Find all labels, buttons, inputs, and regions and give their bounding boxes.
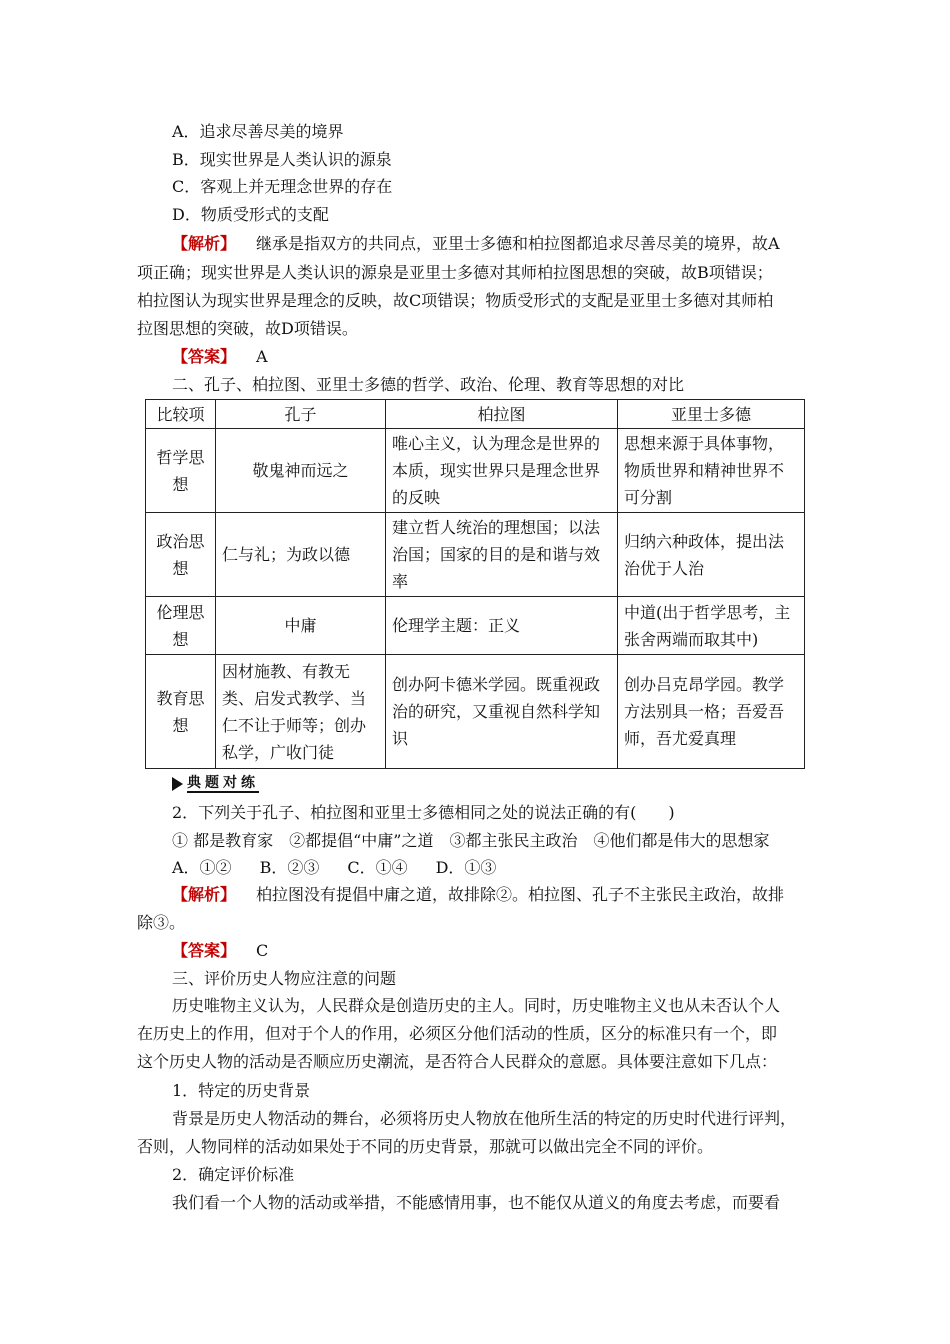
table-header-cell: 孔子 (216, 400, 386, 429)
option-d: D．①③ (435, 858, 497, 877)
table-row (146, 429, 805, 513)
option-b: B．现实世界是人类认识的源泉 (172, 150, 392, 169)
subheading-1: 1．特定的历史背景 (172, 1081, 311, 1100)
comparison-table (145, 399, 805, 769)
table-cell-item: 哲学思想 (146, 429, 216, 513)
analysis-1-line-3: 柏拉图认为现实世界是理念的反映，故C项错误；物质受形式的支配是亚里士多德对其师柏 (137, 291, 774, 310)
table-cell: 伦理学主题：正义 (386, 597, 618, 655)
option-a: A．追求尽善尽美的境界 (172, 122, 344, 141)
subheading-2: 2．确定评价标准 (172, 1165, 295, 1184)
analysis-text: 柏拉图没有提倡中庸之道，故排除②。柏拉图、孔子不主张民主政治，故排 (256, 885, 785, 904)
option-c: C．①④ (347, 858, 408, 877)
analysis-1-line-2: 项正确；现实世界是人类认识的源泉是亚里士多德对其师柏拉图思想的突破，故B项错误； (137, 263, 773, 282)
table-cell: 中庸 (216, 597, 386, 655)
paragraph-2-line-1: 背景是历史人物活动的舞台，必须将历史人物放在他所生活的特定的历史时代进行评判， (172, 1109, 797, 1128)
analysis-2-line-1 (172, 884, 784, 906)
option-a: A．①② (172, 858, 232, 877)
analysis-text: 继承是指双方的共同点，亚里士多德和柏拉图都追求尽善尽美的境界，故A (256, 234, 780, 253)
answer-tag: 【答案】 (172, 347, 237, 366)
section-2-title: 二、孔子、柏拉图、亚里士多德的哲学、政治、伦理、教育等思想的对比 (172, 375, 685, 394)
answer-value: A (256, 347, 268, 366)
table-cell: 创办吕克昂学园。教学方法别具一格；吾爱吾师，吾尤爱真理 (618, 655, 805, 769)
paragraph-1-line-2: 在历史上的作用，但对于个人的作用，必须区分他们活动的性质，区分的标准只有一个，即 (137, 1024, 778, 1043)
table-cell: 建立哲人统治的理想国；以法治国；国家的目的是和谐与效率 (386, 513, 618, 597)
answer-1 (172, 346, 268, 368)
paragraph-3-line-1: 我们看一个人物的活动或举措，不能感情用事，也不能仅从道义的角度去考虑，而要看 (172, 1193, 781, 1212)
table-cell-item: 伦理思想 (146, 597, 216, 655)
answer-2 (172, 940, 268, 962)
analysis-2-line-2: 除③。 (137, 913, 186, 932)
section-3-title: 三、评价历史人物应注意的问题 (172, 969, 397, 988)
table-cell-item: 政治思想 (146, 513, 216, 597)
table-header-cell: 比较项 (146, 400, 216, 429)
paragraph-1-line-1: 历史唯物主义认为，人民群众是创造历史的主人。同时，历史唯物主义也从未否认个人 (172, 996, 781, 1015)
question-2-statements: ① 都是教育家 ②都提倡“中庸”之道 ③都主张民主政治 ④他们都是伟大的思想家 (172, 831, 770, 850)
question-2-options (172, 857, 496, 879)
table-cell: 仁与礼；为政以德 (216, 513, 386, 597)
answer-tag: 【答案】 (172, 941, 237, 960)
analysis-1-line-1 (172, 233, 780, 255)
question-2-stem: 2．下列关于孔子、柏拉图和亚里士多德相同之处的说法正确的有( ) (172, 803, 675, 822)
answer-value: C (256, 941, 269, 960)
table-cell: 唯心主义，认为理念是世界的本质，现实世界只是理念世界的反映 (386, 429, 618, 513)
table-row (146, 655, 805, 769)
table-cell: 归纳六种政体，提出法治优于人治 (618, 513, 805, 597)
table-cell: 中道(出于哲学思考，主张舍两端而取其中) (618, 597, 805, 655)
practice-banner (172, 775, 259, 793)
table-header-cell: 柏拉图 (386, 400, 618, 429)
table-cell-item: 教育思想 (146, 655, 216, 769)
table-header-row (146, 400, 805, 429)
table-header-cell: 亚里士多德 (618, 400, 805, 429)
option-d: D．物质受形式的支配 (172, 205, 329, 224)
table-row (146, 597, 805, 655)
table-cell: 思想来源于具体事物，物质世界和精神世界不可分割 (618, 429, 805, 513)
analysis-tag: 【解析】 (172, 234, 237, 253)
table-row (146, 513, 805, 597)
option-b: B．②③ (259, 858, 320, 877)
table-cell: 因材施教、有教无类、启发式教学、当仁不让于师等；创办私学，广收门徒 (216, 655, 386, 769)
paragraph-1-line-3: 这个历史人物的活动是否顺应历史潮流，是否符合人民群众的意愿。具体要注意如下几点： (137, 1052, 778, 1071)
table-cell: 创办阿卡德米学园。既重视政治的研究，又重视自然科学知识 (386, 655, 618, 769)
analysis-tag: 【解析】 (172, 885, 237, 904)
table-cell: 敬鬼神而远之 (216, 429, 386, 513)
paragraph-2-line-2: 否则，人物同样的活动如果处于不同的历史背景，那就可以做出完全不同的评价。 (137, 1137, 714, 1156)
triangle-arrow-icon (172, 777, 183, 791)
banner-label: 典题对练 (187, 774, 259, 791)
analysis-1-line-4: 拉图思想的突破，故D项错误。 (137, 319, 358, 338)
option-c: C．客观上并无理念世界的存在 (172, 177, 393, 196)
